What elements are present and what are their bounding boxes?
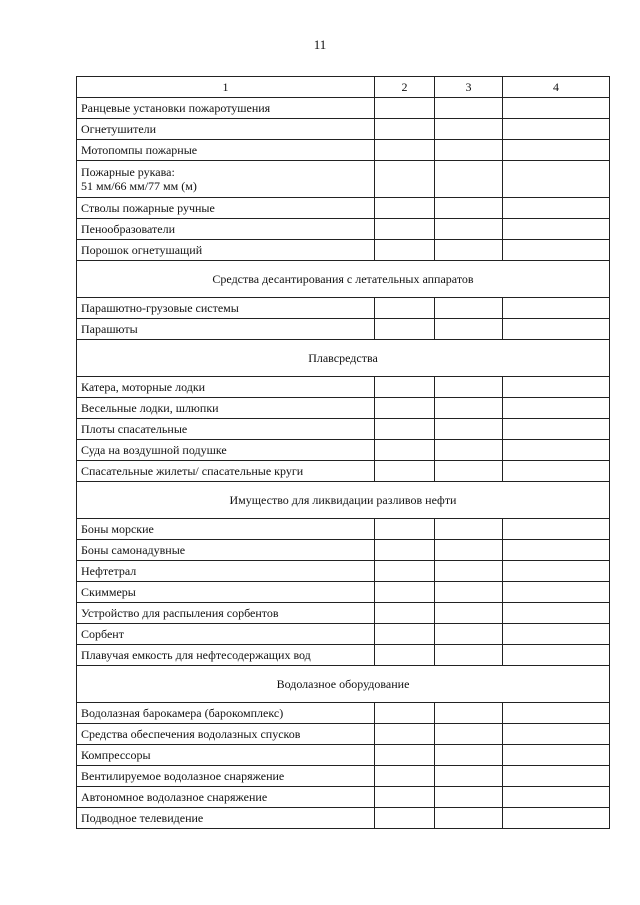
section-header-row [77, 340, 610, 377]
empty-cell-col-4 [503, 161, 610, 198]
empty-cell-col-3 [435, 240, 503, 261]
item-name-cell [77, 219, 375, 240]
item-name-cell [77, 624, 375, 645]
table-row [77, 808, 610, 829]
empty-cell-col-4 [503, 198, 610, 219]
empty-cell-col-4 [503, 745, 610, 766]
empty-cell-col-4 [503, 808, 610, 829]
item-name: Вентилируемое водолазное снаряжение [81, 769, 285, 783]
empty-cell-col-3 [435, 645, 503, 666]
empty-cell-col-3 [435, 540, 503, 561]
item-name: Порошок огнетушащий [81, 243, 203, 257]
empty-cell-col-4 [503, 98, 610, 119]
empty-cell-col-4 [503, 461, 610, 482]
empty-cell-col-4 [503, 240, 610, 261]
empty-cell-col-4 [503, 377, 610, 398]
table-row [77, 377, 610, 398]
empty-cell-col-3 [435, 419, 503, 440]
table-row [77, 140, 610, 161]
item-name: Катера, моторные лодки [81, 380, 206, 394]
item-name: Подводное телевидение [81, 811, 204, 825]
item-name: Суда на воздушной подушке [81, 443, 227, 457]
section-title: Имущество для ликвидации разливов нефти [77, 482, 610, 519]
table-row [77, 787, 610, 808]
table-row [77, 419, 610, 440]
empty-cell-col-3 [435, 140, 503, 161]
column-header-4: 4 [503, 77, 610, 98]
item-name: Парашютно-грузовые системы [81, 301, 239, 315]
empty-cell-col-3 [435, 808, 503, 829]
item-name: Сорбент [81, 627, 124, 641]
empty-cell-col-2 [375, 119, 435, 140]
empty-cell-col-4 [503, 440, 610, 461]
empty-cell-col-3 [435, 161, 503, 198]
item-name: Ранцевые установки пожаротушения [81, 101, 271, 115]
empty-cell-col-3 [435, 319, 503, 340]
section-title: Средства десантирования с летательных аппаратов [77, 261, 610, 298]
empty-cell-col-4 [503, 766, 610, 787]
empty-cell-col-3 [435, 298, 503, 319]
item-name-cell [77, 724, 375, 745]
item-name: Парашюты [81, 322, 138, 336]
empty-cell-col-2 [375, 240, 435, 261]
empty-cell-col-4 [503, 298, 610, 319]
column-header-2: 2 [375, 77, 435, 98]
item-name: Плавучая емкость для нефтесодержащих вод [81, 648, 311, 662]
empty-cell-col-4 [503, 787, 610, 808]
empty-cell-col-2 [375, 377, 435, 398]
table-row [77, 198, 610, 219]
item-name-cell [77, 240, 375, 261]
empty-cell-col-2 [375, 766, 435, 787]
page-number: 11 [313, 37, 327, 52]
empty-cell-col-2 [375, 419, 435, 440]
item-name: Огнетушители [81, 122, 157, 136]
item-name-line2: 51 мм/66 мм/77 мм (м) [81, 179, 197, 193]
table-row [77, 603, 610, 624]
empty-cell-col-4 [503, 398, 610, 419]
table-row [77, 161, 610, 198]
empty-cell-col-4 [503, 419, 610, 440]
empty-cell-col-2 [375, 298, 435, 319]
empty-cell-col-3 [435, 703, 503, 724]
table-row [77, 240, 610, 261]
item-name-cell [77, 787, 375, 808]
table-row [77, 319, 610, 340]
empty-cell-col-4 [503, 624, 610, 645]
item-name-cell [77, 519, 375, 540]
table-header-row [77, 77, 610, 98]
empty-cell-col-3 [435, 219, 503, 240]
empty-cell-col-2 [375, 582, 435, 603]
empty-cell-col-3 [435, 377, 503, 398]
item-name-cell [77, 645, 375, 666]
empty-cell-col-3 [435, 519, 503, 540]
item-name-cell [77, 561, 375, 582]
item-name-cell [77, 398, 375, 419]
empty-cell-col-2 [375, 198, 435, 219]
item-name: Устройство для распыления сорбентов [81, 606, 279, 620]
item-name-cell [77, 603, 375, 624]
item-name: Плоты спасательные [81, 422, 188, 436]
table-row [77, 624, 610, 645]
item-name-cell [77, 703, 375, 724]
item-name-cell [77, 419, 375, 440]
section-header-row [77, 482, 610, 519]
empty-cell-col-2 [375, 561, 435, 582]
item-name: Боны самонадувные [81, 543, 186, 557]
item-name: Пенообразователи [81, 222, 176, 236]
empty-cell-col-2 [375, 603, 435, 624]
column-header-1: 1 [77, 77, 375, 98]
item-name-cell [77, 161, 375, 198]
item-name-cell [77, 582, 375, 603]
item-name: Весельные лодки, шлюпки [81, 401, 219, 415]
table-row [77, 561, 610, 582]
item-name: Средства обеспечения водолазных спусков [81, 727, 301, 741]
table-row [77, 703, 610, 724]
item-name-cell [77, 98, 375, 119]
table-row [77, 745, 610, 766]
table-row [77, 398, 610, 419]
empty-cell-col-2 [375, 540, 435, 561]
table-row [77, 461, 610, 482]
item-name-cell [77, 461, 375, 482]
empty-cell-col-4 [503, 703, 610, 724]
empty-cell-col-4 [503, 645, 610, 666]
empty-cell-col-4 [503, 603, 610, 624]
table-row [77, 298, 610, 319]
empty-cell-col-3 [435, 98, 503, 119]
empty-cell-col-2 [375, 219, 435, 240]
item-name: Водолазная барокамера (барокомплекс) [81, 706, 284, 720]
empty-cell-col-3 [435, 745, 503, 766]
empty-cell-col-3 [435, 119, 503, 140]
item-name-cell [77, 440, 375, 461]
table-row [77, 540, 610, 561]
item-name-cell [77, 319, 375, 340]
empty-cell-col-2 [375, 98, 435, 119]
empty-cell-col-3 [435, 624, 503, 645]
empty-cell-col-2 [375, 808, 435, 829]
item-name-cell [77, 198, 375, 219]
section-title: Плавсредства [77, 340, 610, 377]
empty-cell-col-4 [503, 319, 610, 340]
empty-cell-col-2 [375, 461, 435, 482]
table-row [77, 645, 610, 666]
item-name: Спасательные жилеты/ спасательные круги [81, 464, 304, 478]
table-row [77, 766, 610, 787]
empty-cell-col-3 [435, 724, 503, 745]
item-name-cell [77, 298, 375, 319]
empty-cell-col-2 [375, 624, 435, 645]
item-name-cell [77, 377, 375, 398]
column-header-3: 3 [435, 77, 503, 98]
equipment-table [76, 76, 610, 829]
table-row [77, 219, 610, 240]
table-row [77, 724, 610, 745]
empty-cell-col-2 [375, 745, 435, 766]
empty-cell-col-3 [435, 582, 503, 603]
table-row [77, 98, 610, 119]
empty-cell-col-4 [503, 219, 610, 240]
empty-cell-col-3 [435, 787, 503, 808]
section-header-row [77, 666, 610, 703]
item-name-cell [77, 119, 375, 140]
empty-cell-col-2 [375, 398, 435, 419]
empty-cell-col-4 [503, 540, 610, 561]
empty-cell-col-3 [435, 603, 503, 624]
item-name: Стволы пожарные ручные [81, 201, 215, 215]
empty-cell-col-2 [375, 161, 435, 198]
item-name: Компрессоры [81, 748, 151, 762]
empty-cell-col-4 [503, 519, 610, 540]
item-name: Нефтетрал [81, 564, 137, 578]
empty-cell-col-2 [375, 724, 435, 745]
empty-cell-col-2 [375, 140, 435, 161]
item-name: Скиммеры [81, 585, 136, 599]
equipment-table-body [77, 77, 610, 829]
table-row [77, 519, 610, 540]
item-name-cell [77, 766, 375, 787]
table-row [77, 582, 610, 603]
empty-cell-col-4 [503, 582, 610, 603]
item-name-cell [77, 540, 375, 561]
empty-cell-col-2 [375, 787, 435, 808]
item-name-cell [77, 745, 375, 766]
empty-cell-col-2 [375, 703, 435, 724]
empty-cell-col-4 [503, 561, 610, 582]
empty-cell-col-2 [375, 519, 435, 540]
table-row [77, 440, 610, 461]
empty-cell-col-3 [435, 198, 503, 219]
empty-cell-col-2 [375, 645, 435, 666]
empty-cell-col-3 [435, 398, 503, 419]
item-name: Боны морские [81, 522, 154, 536]
item-name: Пожарные рукава: [81, 165, 175, 179]
item-name-cell [77, 808, 375, 829]
empty-cell-col-3 [435, 440, 503, 461]
empty-cell-col-2 [375, 440, 435, 461]
item-name-cell [77, 140, 375, 161]
empty-cell-col-4 [503, 724, 610, 745]
empty-cell-col-4 [503, 140, 610, 161]
empty-cell-col-3 [435, 461, 503, 482]
item-name: Мотопомпы пожарные [81, 143, 198, 157]
empty-cell-col-4 [503, 119, 610, 140]
empty-cell-col-2 [375, 319, 435, 340]
section-header-row [77, 261, 610, 298]
section-title: Водолазное оборудование [77, 666, 610, 703]
table-row [77, 119, 610, 140]
empty-cell-col-3 [435, 766, 503, 787]
empty-cell-col-3 [435, 561, 503, 582]
item-name: Автономное водолазное снаряжение [81, 790, 268, 804]
